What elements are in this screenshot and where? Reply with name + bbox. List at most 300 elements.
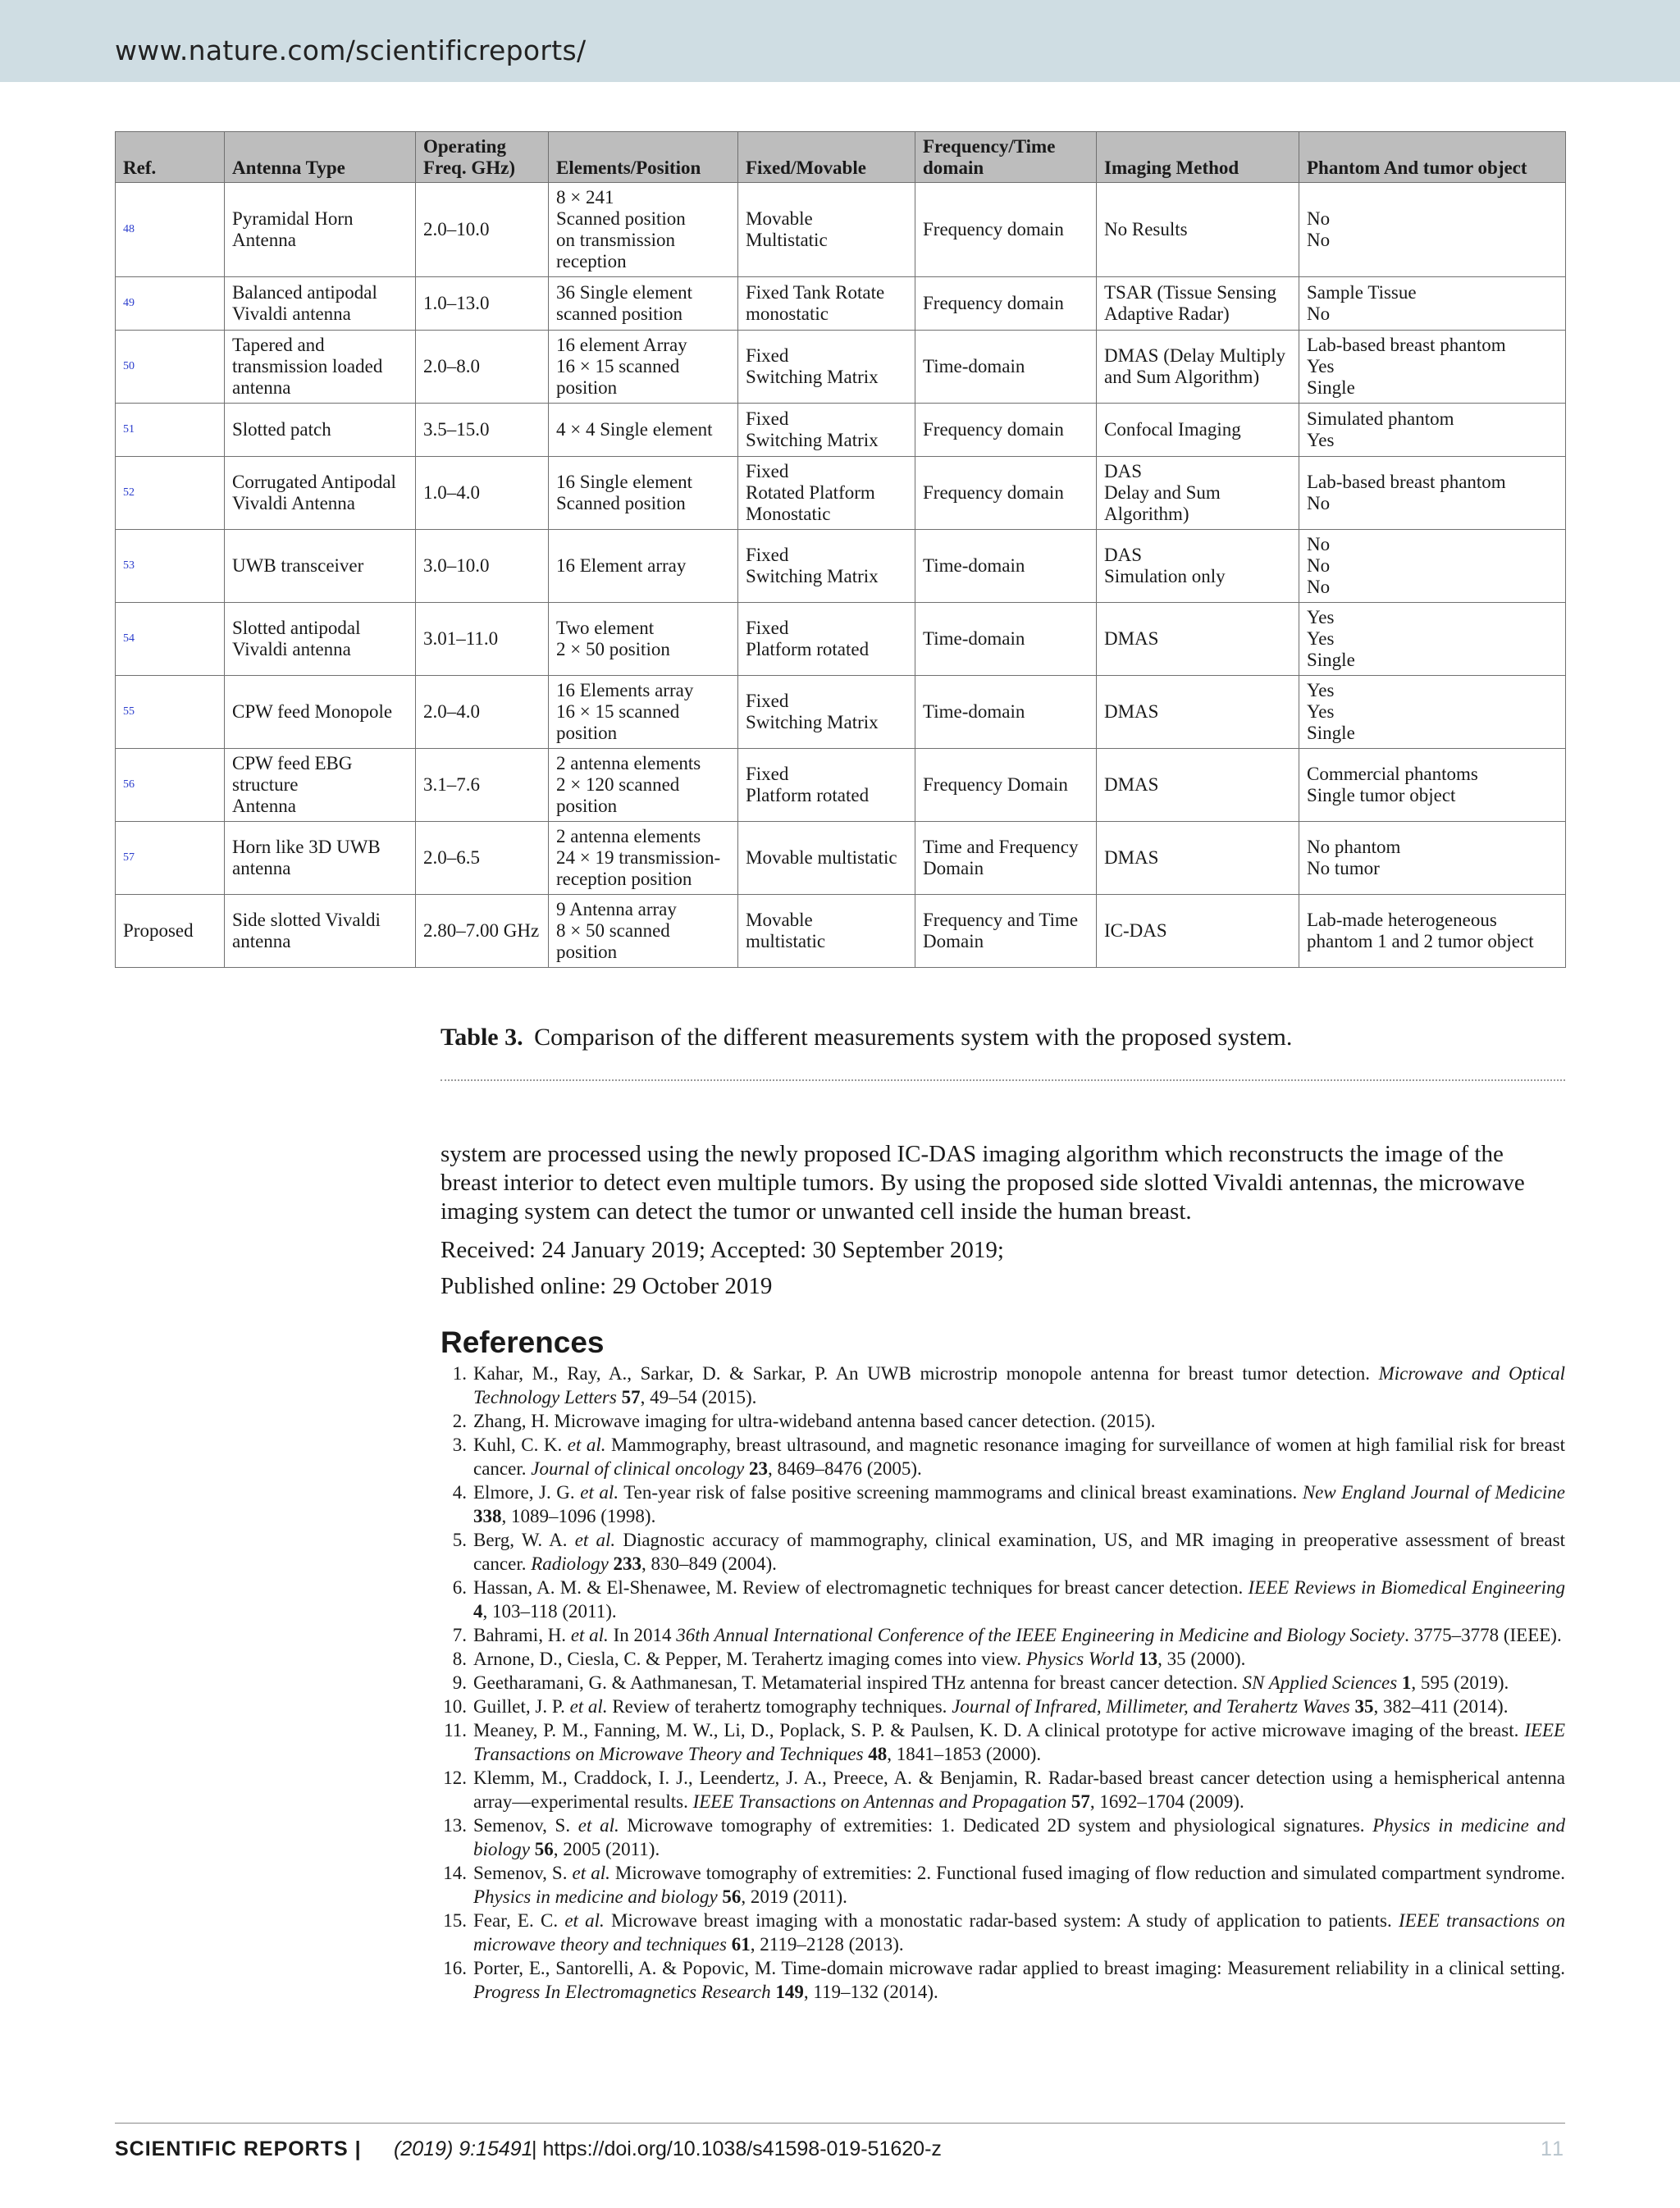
table-caption [441,1024,1292,1052]
cell-line: Pyramidal Horn [232,208,354,229]
table-cell [1299,277,1566,331]
table-cell [915,331,1097,404]
table-cell [225,331,416,404]
column-header-line: Phantom And tumor object [1307,157,1527,178]
reference-source: et al. [580,1482,619,1503]
reference-text: , 1692–1704 (2009). [1089,1791,1244,1812]
reference-volume: 57 [1071,1791,1090,1812]
cell-line: DMAS [1104,774,1159,795]
reference-text: , 382–411 (2014). [1373,1696,1509,1717]
reference-number: 14. [443,1863,467,1883]
reference-volume: 48 [868,1744,888,1764]
table-cell [549,603,738,676]
ref-cell[interactable] [116,603,225,676]
column-header-line: Elements/Position [556,157,701,178]
cell-line: 2 antenna elements [556,826,701,846]
reference-source: et al. [578,1815,619,1836]
reference-source: Physics in medicine and biology [473,1815,1565,1859]
reference-source: Radiology [531,1553,609,1574]
cell-line: Yes [1307,701,1335,722]
footer-divider [115,2123,1565,2124]
table-cell [915,895,1097,968]
cell-line: 57 [123,851,135,864]
cell-line: Lab-based breast phantom [1307,335,1506,355]
table-cell [225,749,416,822]
reference-text: Review of terahertz tomography techniques. [607,1696,952,1717]
cell-line: 51 [123,423,135,436]
table-cell [549,331,738,404]
reference-volume: 23 [748,1458,768,1479]
reference-item [441,1671,1565,1695]
cell-line: Lab-based breast phantom [1307,472,1506,492]
cell-line: Balanced antipodal [232,282,377,303]
cell-line: Time and Frequency [923,837,1079,857]
journal-url[interactable]: www.nature.com/scientificreports/ [115,34,587,66]
table-cell [738,603,915,676]
table-header [116,132,1566,183]
reference-source: Progress In Electromagnetics Research [473,1982,771,2002]
table-cell [915,603,1097,676]
reference-number: 9. [452,1672,467,1693]
reference-source: IEEE transactions on microwave theory and techniques [473,1910,1565,1955]
table-cell [225,277,416,331]
ref-cell[interactable] [116,749,225,822]
cell-line: Proposed [123,920,194,941]
reference-item [441,1813,1565,1861]
reference-text: Berg, W. A. [473,1530,575,1550]
cell-line: antenna [232,931,291,951]
reference-volume: 56 [722,1886,742,1907]
reference-item [441,1576,1565,1623]
cell-line: Yes [1307,430,1335,450]
cell-line: 53 [123,559,135,572]
reference-volume: 233 [613,1553,642,1574]
ref-cell[interactable] [116,457,225,530]
table-cell [1097,183,1299,277]
body-paragraph: system are processed using the newly proposed IC-DAS imaging algorithm which reconstructs the image of the breast interior to detect even multiple tumors. By using the proposed side slotted Vivaldi antennas, the microwave imaging system can detect the tumor or unwanted cell inside the human breast. [441,1141,1525,1225]
cell-line: No Results [1104,219,1188,240]
cell-line: multistatic [746,931,826,951]
column-header-line: Operating [423,136,506,157]
reference-text: Semenov, S. [473,1863,573,1883]
table-cell [416,183,549,277]
cell-line: UWB transceiver [232,555,364,576]
cell-line: Monostatic [746,504,831,524]
received-accepted-dates: Received: 24 January 2019; Accepted: 30 September 2019; [441,1237,1004,1263]
table-caption-label: Table 3. [441,1024,523,1051]
cell-line: Simulated phantom [1307,408,1454,429]
cell-line: 4 × 4 Single element [556,419,713,440]
reference-number: 15. [443,1910,467,1931]
cell-line: antenna [232,858,291,878]
cell-line: 50 [123,360,135,372]
ref-cell [116,895,225,968]
cell-line: Scanned position [556,493,686,513]
cell-line: Single [1307,723,1355,743]
cell-line: Delay and Sum [1104,482,1221,503]
reference-item [441,1433,1565,1480]
column-header-line: Antenna Type [232,157,345,178]
reference-item [441,1909,1565,1956]
table-row [116,530,1566,603]
reference-text: Meaney, P. M., Fanning, M. W., Li, D., Poplack, S. P. & Paulsen, K. D. A clinical prototype for active microwave imaging of the breast. [473,1720,1525,1740]
cell-line: position [556,377,618,398]
ref-cell[interactable] [116,404,225,457]
table-row [116,457,1566,530]
table-cell [1299,822,1566,895]
cell-line: Platform rotated [746,639,870,659]
cell-line: Single tumor object [1307,785,1456,805]
ref-cell[interactable] [116,676,225,749]
cell-line: 1.0–13.0 [423,293,490,313]
table-cell [549,183,738,277]
table-cell [738,676,915,749]
reference-source: IEEE Transactions on Microwave Theory and Techniques [473,1720,1565,1764]
cell-line: Fixed [746,691,789,711]
table-cell [915,530,1097,603]
reference-source: et al. [572,1863,610,1883]
cell-line: TSAR (Tissue Sensing [1104,282,1277,303]
reference-text: Zhang, H. Microwave imaging for ultra-wideband antenna based cancer detection. (2015). [473,1411,1156,1431]
table-cell [416,822,549,895]
reference-text: , 830–849 (2004). [641,1553,777,1574]
cell-line: Fixed [746,345,789,366]
cell-line: Adaptive Radar) [1104,303,1230,324]
footer-doi-link[interactable]: | https://doi.org/10.1038/s41598-019-51620-z [532,2137,942,2160]
table-cell [416,676,549,749]
cell-line: IC-DAS [1104,920,1167,941]
reference-volume: 13 [1139,1649,1158,1669]
footer-volume: (2019) 9:15491 [394,2137,533,2160]
reference-number: 5. [452,1530,467,1550]
cell-line: Fixed Tank Rotate [746,282,885,303]
reference-source: Physics World [1025,1649,1134,1669]
reference-text: , 1841–1853 (2000). [887,1744,1042,1764]
table-cell [549,457,738,530]
reference-number: 16. [443,1958,467,1978]
cell-line: Frequency domain [923,293,1064,313]
cell-line: Movable [746,208,813,229]
reference-volume: 35 [1354,1696,1374,1717]
cell-line: Multistatic [746,230,828,250]
cell-line: Platform rotated [746,785,870,805]
table-cell [225,404,416,457]
ref-cell[interactable] [116,331,225,404]
cell-line: and Sum Algorithm) [1104,367,1260,387]
cell-line: 3.0–10.0 [423,555,490,576]
cell-line: position [556,723,618,743]
table-cell [225,457,416,530]
table-cell [915,404,1097,457]
table-cell [915,457,1097,530]
reference-item [441,1861,1565,1909]
reference-item [441,1647,1565,1671]
cell-line: phantom 1 and 2 tumor object [1307,931,1534,951]
cell-line: No [1307,208,1331,229]
reference-source: SN Applied Sciences [1242,1672,1398,1693]
table-cell [549,404,738,457]
table-cell [1097,404,1299,457]
reference-text: , 8469–8476 (2005). [767,1458,922,1479]
reference-item [441,1623,1565,1647]
cell-line: Time-domain [923,555,1025,576]
cell-line: Tapered and [232,335,325,355]
cell-line: No tumor [1307,858,1380,878]
reference-source: et al. [564,1910,605,1931]
cell-line: Side slotted Vivaldi [232,910,381,930]
column-header-line: Ref. [123,157,157,178]
table-cell [416,895,549,968]
table-cell [549,530,738,603]
cell-line: Frequency domain [923,219,1064,240]
reference-number: 13. [443,1815,467,1836]
table-cell [1299,603,1566,676]
reference-source: et al. [569,1696,608,1717]
reference-source: Physics in medicine and biology [473,1886,718,1907]
column-header [416,132,549,183]
reference-source: Microwave and Optical Technology Letters [473,1363,1565,1407]
cell-line: CPW feed EBG [232,753,353,773]
table-cell [738,530,915,603]
table-cell [1097,895,1299,968]
cell-line: CPW feed Monopole [232,701,393,722]
cell-line: Switching Matrix [746,566,879,586]
cell-line: 3.01–11.0 [423,628,499,649]
table-cell [1097,822,1299,895]
column-header-line: Fixed/Movable [746,157,866,178]
table-cell [549,749,738,822]
ref-cell[interactable] [116,822,225,895]
table-cell [915,822,1097,895]
reference-text: , 2019 (2011). [741,1886,847,1907]
table-cell [416,404,549,457]
table-row [116,277,1566,331]
reference-text: , 2119–2128 (2013). [750,1934,904,1955]
cell-line: reception position [556,869,692,889]
cell-line: Yes [1307,628,1335,649]
table-cell [738,749,915,822]
reference-volume: 61 [731,1934,751,1955]
cell-line: 1.0–4.0 [423,482,480,503]
cell-line: Fixed [746,461,789,481]
reference-source: et al. [567,1435,606,1455]
column-header-line: domain [923,157,984,178]
cell-line: No [1307,230,1331,250]
cell-line: 8 × 50 scanned [556,920,670,941]
published-date: Published online: 29 October 2019 [441,1273,773,1299]
cell-line: 2.0–4.0 [423,701,480,722]
reference-text: Mammography, breast ultrasound, and magnetic resonance imaging for surveillance of women at high familial risk for breast cancer. [473,1435,1565,1479]
reference-number: 8. [452,1649,467,1669]
cell-line: 16 Elements array [556,680,694,700]
cell-line: Frequency domain [923,419,1064,440]
reference-text: Kahar, M., Ray, A., Sarkar, D. & Sarkar, P. An UWB microstrip monopole antenna for breast tumor detection. [473,1363,1379,1384]
reference-text: , 49–54 (2015). [640,1387,757,1407]
reference-source: et al. [570,1625,609,1645]
cell-line: Fixed [746,545,789,565]
table-cell [1097,331,1299,404]
table-row [116,603,1566,676]
reference-volume: 57 [621,1387,641,1407]
cell-line: 36 Single element [556,282,693,303]
reference-item [441,1528,1565,1576]
cell-line: 54 [123,632,135,645]
reference-text: Kuhl, C. K. [473,1435,568,1455]
reference-number: 6. [452,1577,467,1598]
reference-number: 4. [452,1482,467,1503]
cell-line: 16 Single element [556,472,693,492]
cell-line: Single [1307,650,1355,670]
table-cell [1299,457,1566,530]
reference-text: , 2005 (2011). [553,1839,660,1859]
cell-line: Movable [746,910,813,930]
cell-line: monostatic [746,303,829,324]
reference-text: , 595 (2019). [1411,1672,1509,1693]
reference-text: Microwave tomography of extremities: 2. Functional fused imaging of flow reduction and simulated compartment syndrome. [609,1863,1565,1883]
reference-source: 36th Annual International Conference of the IEEE Engineering in Medicine and Biology Society [676,1625,1405,1645]
table-cell [549,277,738,331]
reference-number: 7. [452,1625,467,1645]
reference-number: 12. [443,1768,467,1788]
reference-source: Journal of clinical oncology [531,1458,745,1479]
cell-line: Domain [923,931,984,951]
cell-line: Slotted antipodal [232,618,361,638]
cell-line: No [1307,577,1331,597]
reference-text: Microwave breast imaging with a monostatic radar-based system: A study of application to patients. [604,1910,1399,1931]
cell-line: 16 Element array [556,555,687,576]
cell-line: 2 × 120 scanned [556,774,680,795]
column-header-line: Imaging Method [1104,157,1239,178]
cell-line: transmission loaded [232,356,383,376]
cell-line: Vivaldi antenna [232,303,351,324]
column-header [549,132,738,183]
cell-line: Domain [923,858,984,878]
references-heading: References [441,1325,605,1359]
reference-number: 10. [443,1696,467,1717]
reference-item [441,1718,1565,1766]
references-list [441,1362,1565,2004]
reference-item [441,1766,1565,1813]
cell-line: Switching Matrix [746,367,879,387]
reference-text: Porter, E., Santorelli, A. & Popovic, M. Time-domain microwave radar applied to breast imaging: Measurement reliability in a clinical setting. [473,1958,1565,1978]
reference-text: Semenov, S. [473,1815,578,1836]
reference-text: Hassan, A. M. & El-Shenawee, M. Review of electromagnetic techniques for breast cancer detection. [473,1577,1249,1598]
cell-line: 2.0–8.0 [423,356,480,376]
cell-line: Corrugated Antipodal [232,472,396,492]
ref-cell[interactable] [116,183,225,277]
table-cell [416,331,549,404]
reference-text: Geetharamani, G. & Aathmanesan, T. Metamaterial inspired THz antenna for breast cancer detection. [473,1672,1243,1693]
cell-line: 55 [123,705,135,718]
reference-number: 11. [444,1720,467,1740]
cell-line: 9 Antenna array [556,899,677,919]
reference-text: , 1089–1096 (1998). [501,1506,656,1526]
reference-text: , 103–118 (2011). [482,1601,617,1622]
cell-line: 16 × 15 scanned [556,356,680,376]
table-body [116,183,1566,968]
reference-source: et al. [574,1530,616,1550]
cell-line: 49 [123,297,135,309]
reference-source: Journal of Infrared, Millimeter, and Terahertz Waves [952,1696,1350,1717]
table-row [116,749,1566,822]
cell-line: 2 antenna elements [556,753,701,773]
cell-line: Two element [556,618,655,638]
reference-text: Diagnostic accuracy of mammography, clinical examination, US, and MR imaging in preoperative assessment of breast cancer. [473,1530,1565,1574]
cell-line: Movable multistatic [746,847,897,868]
cell-line: 52 [123,486,135,499]
column-header [1097,132,1299,183]
comparison-table [115,131,1566,968]
column-header [1299,132,1566,183]
table-cell [416,457,549,530]
cell-line: Fixed [746,408,789,429]
table-cell [738,183,915,277]
reference-text: Ten-year risk of false positive screening mammograms and clinical breast examinations. [619,1482,1303,1503]
cell-line: Switching Matrix [746,430,879,450]
cell-line: Confocal Imaging [1104,419,1241,440]
table-row [116,676,1566,749]
reference-text: In 2014 [608,1625,677,1645]
table-cell [1097,603,1299,676]
ref-cell[interactable] [116,530,225,603]
cell-line: 2.0–10.0 [423,219,490,240]
cell-line: reception [556,251,627,271]
reference-text: Arnone, D., Ciesla, C. & Pepper, M. Terahertz imaging comes into view. [473,1649,1026,1669]
table-cell [225,895,416,968]
column-header [116,132,225,183]
cell-line: DMAS [1104,701,1159,722]
cell-line: Yes [1307,607,1335,627]
table-cell [738,822,915,895]
column-header [915,132,1097,183]
table-cell [225,676,416,749]
cell-line: Horn like 3D UWB [232,837,381,857]
reference-volume: 338 [473,1506,502,1526]
cell-line: Rotated Platform [746,482,875,503]
table-cell [738,404,915,457]
table-cell [1097,676,1299,749]
cell-line: No [1307,534,1331,554]
table-cell [1097,749,1299,822]
cell-line: position [556,942,618,962]
table-cell [416,530,549,603]
column-header [738,132,915,183]
reference-item [441,1362,1565,1409]
reference-text: Guillet, J. P. [473,1696,570,1717]
cell-line: Switching Matrix [746,712,879,732]
reference-volume: 4 [473,1601,483,1622]
reference-source: New England Journal of Medicine [1302,1482,1565,1503]
reference-text: Microwave tomography of extremities: 1. Dedicated 2D system and physiological signatures. [619,1815,1373,1836]
cell-line: DAS [1104,545,1143,565]
cell-line: 2.0–6.5 [423,847,480,868]
table-cell [1299,676,1566,749]
table-row [116,822,1566,895]
cell-line: DMAS [1104,847,1159,868]
cell-line: 2.80–7.00 GHz [423,920,540,941]
reference-source: IEEE Reviews in Biomedical Engineering [1248,1577,1565,1598]
table-cell [915,749,1097,822]
cell-line: 3.1–7.6 [423,774,480,795]
ref-cell[interactable] [116,277,225,331]
column-header [225,132,416,183]
table-cell [416,603,549,676]
cell-line: Yes [1307,356,1335,376]
cell-line: structure [232,774,299,795]
footer-journal-name: SCIENTIFIC REPORTS | [115,2137,362,2160]
table-row [116,331,1566,404]
cell-line: No [1307,555,1331,576]
